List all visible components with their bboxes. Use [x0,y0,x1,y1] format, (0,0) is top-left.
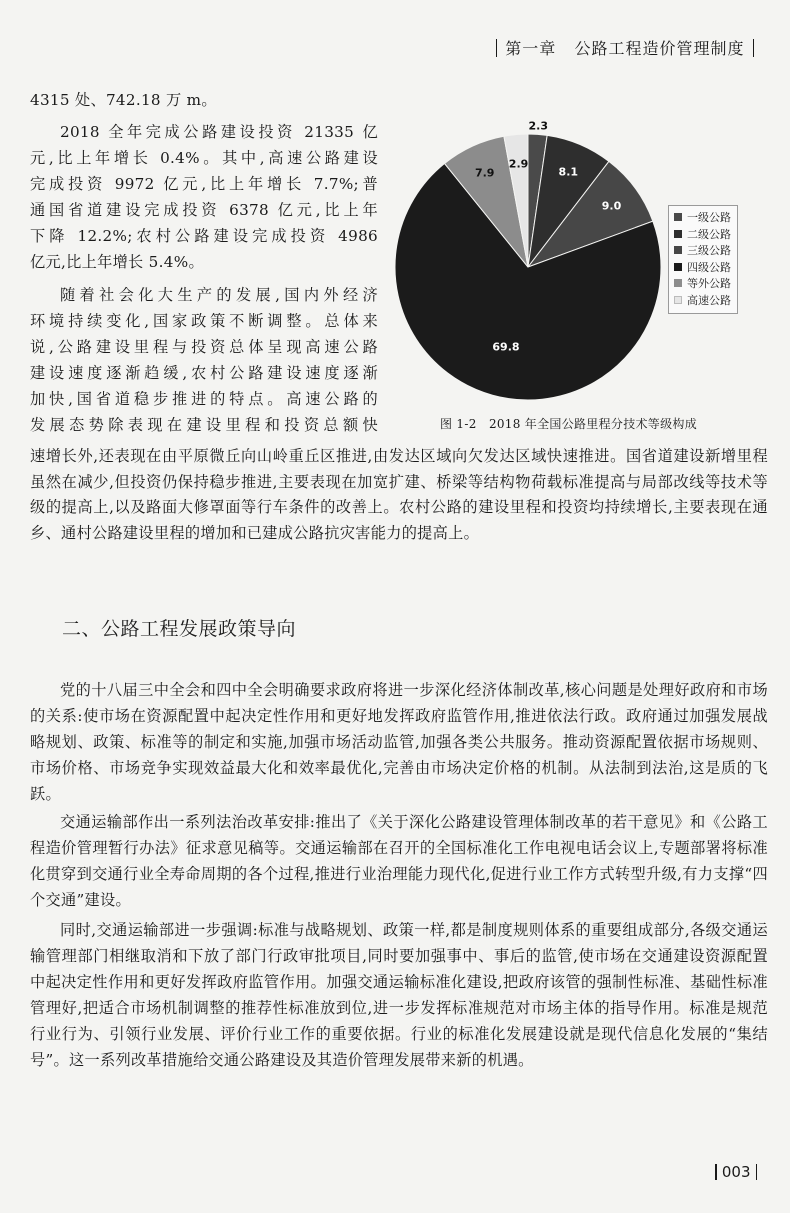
page-number-text: 003 [721,1163,751,1181]
legend-swatch [674,246,682,254]
text-line: 元,比上年增长 0.4%。其中,高速公路建设 [30,149,378,167]
figure-caption: 图 1-2 2018 年全国公路里程分技术等级构成 [440,417,697,431]
page-number [710,1163,762,1181]
legend-item [674,293,731,310]
text-line: 完成投资 9972 亿元,比上年增长 7.7%;普 [30,175,378,193]
text-line: 环境持续变化,国家政策不断调整。总体来 [30,312,378,330]
paragraph: 同时,交通运输部进一步强调:标准与战略规划、政策一样,都是制度规则体系的重要组成部分,各级交通运输管理部门相继取消和下放了部门行政审批项目,同时要加强事中、事后的监管,使市场在交通建设资源配置中起决定性作用和更好发挥政府监管作用。加强交通运输标准化建设,把政府该管的强制性标准、基础性标准管理好,把适合市场机制调整的推荐性标准放到位,进一步发挥标准规范对市场主体的指导作用。标准是规范行业行为、引领行业发展、评价行业工作的重要依据。行业的标准化发展建设就是现代信息化发展的“集结号”。这一系列改革措施给交通公路建设及其造价管理发展带来新的机遇。 [30,921,768,1069]
legend-item [674,210,731,227]
pie-slice-label: 8.1 [558,165,579,179]
pie-slice-label: 2.9 [508,157,529,171]
legend-item [674,260,731,277]
page-number-divider-end [756,1164,758,1180]
text-line: 亿元,比上年增长 5.4%。 [30,253,204,271]
legend-item [674,276,731,293]
legend-swatch [674,213,682,221]
paragraph: 党的十八届三中全会和四中全会明确要求政府将进一步深化经济体制改革,核心问题是处理好政府和市场的关系:使市场在资源配置中起决定性作用和更好地发挥政府监管作用,推进依法行政。政府通过加强发展战略规划、政策、标准等的制定和实施,加强市场活动监管,加强各类公共服务。推动资源配置依据市场规则、市场价格、市场竞争实现效益最大化和效率最优化,完善由市场决定价格的机制。从法制到法治,这是质的飞跃。 [30,681,768,803]
section-heading: 二、公路工程发展政策导向 [62,618,297,640]
paragraph: 速增长外,还表现在由平原微丘向山岭重丘区推进,由发达区域向欠发达区域快速推进。国省道建设新增里程虽然在减少,但投资仍保持稳步推进,主要表现在加宽扩建、桥梁等结构物荷载标准提高与局部改线等技术等级的提高上,以及路面大修罩面等行车条件的改善上。农村公路的建设里程和投资均持续增长,主要表现在通乡、通村公路建设里程的增加和已建成公路抗灾害能力的提高上。 [30,447,768,542]
page-number-divider [715,1164,717,1180]
text-line: 发展态势除表现在建设里程和投资总额快 [30,416,378,434]
legend-swatch [674,296,682,304]
legend-item [674,243,731,260]
text-line: 加快,国省道稳步推进的特点。高速公路的 [30,390,378,408]
legend-swatch [674,279,682,287]
legend-label: 四级公路 [687,260,731,274]
header-divider-end [753,39,755,57]
running-header [488,36,762,59]
legend-label: 等外公路 [687,277,731,290]
legend-label: 二级公路 [687,227,731,241]
legend-label: 三级公路 [687,244,731,257]
text-line: 建设速度逐渐趋缓,农村公路建设速度逐渐 [30,364,378,382]
chapter-label: 第一章 [505,39,557,58]
legend-label: 一级公路 [687,211,731,224]
text-line: 下降 12.2%;农村公路建设完成投资 4986 [30,227,378,245]
text-line: 通国省道建设完成投资 6378 亿元,比上年 [30,201,378,219]
chart-legend [668,205,738,314]
legend-item [674,227,731,244]
text-line: 说,公路建设里程与投资总体呈现高速公路 [30,338,378,356]
text-line: 随着社会化大生产的发展,国内外经济 [60,286,378,304]
pie-slice-label: 2.3 [528,119,549,133]
pie-slice-label: 69.8 [492,340,520,354]
text-line: 2018 全年完成公路建设投资 21335 亿 [60,123,378,141]
legend-swatch [674,230,682,238]
legend-swatch [674,263,682,271]
paragraph-continuation: 4315 处、742.18 万 m。 [30,91,217,109]
paragraph: 交通运输部作出一系列法治改革安排:推出了《关于深化公路建设管理体制改革的若干意见》和《公路工程造价管理暂行办法》征求意见稿等。交通运输部在召开的全国标准化工作电视电话会议上,专题部署将标准化贯穿到交通行业全寿命周期的各个过程,推进行业治理能力现代化,促进行业工作方式转型升级,有力支撑“四个交通”建设。 [30,813,768,909]
chapter-title: 公路工程造价管理制度 [574,39,745,58]
pie-slice-label: 9.0 [601,199,622,213]
pie-slice-label: 7.9 [474,166,495,180]
header-divider [496,39,498,57]
legend-label: 高速公路 [687,293,731,307]
